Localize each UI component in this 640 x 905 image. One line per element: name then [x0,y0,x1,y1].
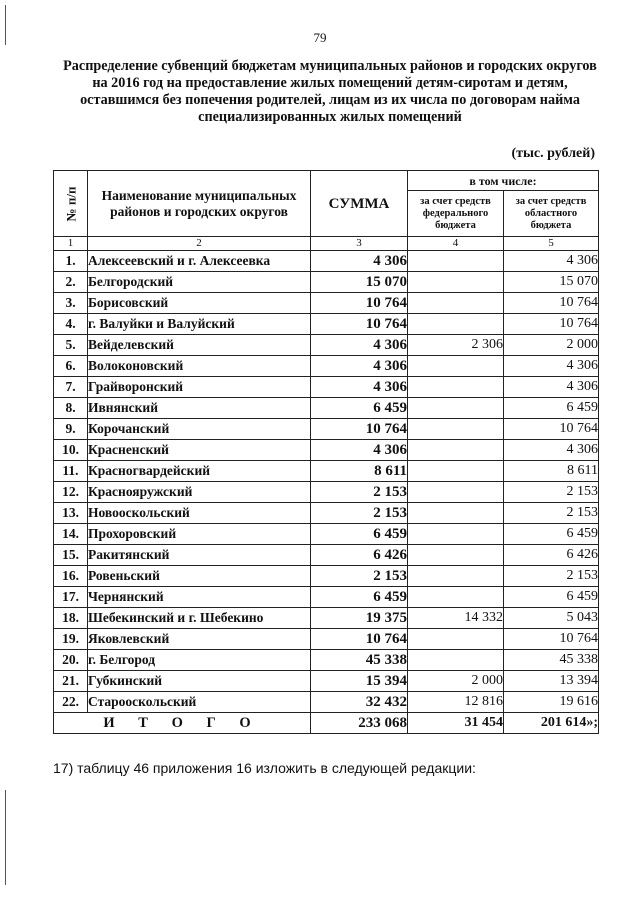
total-row [54,713,599,734]
row-num: 11. [54,461,88,482]
row-sum: 4 306 [311,356,408,377]
table-row [54,293,599,314]
table-row [54,251,599,272]
row-sum: 4 306 [311,251,408,272]
table-row [54,587,599,608]
row-name: Губкинский [88,671,311,692]
row-num: 3. [54,293,88,314]
row-num: 8. [54,398,88,419]
row-regional: 6 459 [504,398,599,419]
row-num: 22. [54,692,88,713]
table-row [54,398,599,419]
row-name: Яковлевский [88,629,311,650]
table-row [54,650,599,671]
row-federal: 2 000 [408,671,504,692]
row-regional: 6 459 [504,587,599,608]
row-federal [408,419,504,440]
row-federal [408,377,504,398]
column-number: 1 [54,237,88,251]
total-federal: 31 454 [408,713,504,734]
row-name: Волоконовский [88,356,311,377]
row-regional: 4 306 [504,440,599,461]
row-num: 4. [54,314,88,335]
table-row [54,524,599,545]
row-num: 14. [54,524,88,545]
row-sum: 4 306 [311,335,408,356]
column-number: 5 [504,237,599,251]
row-federal [408,587,504,608]
row-federal [408,650,504,671]
row-regional: 15 070 [504,272,599,293]
table-row [54,692,599,713]
header-num: № п/п [54,171,88,237]
row-num: 5. [54,335,88,356]
row-name: Новооскольский [88,503,311,524]
unit-label: (тыс. рублей) [511,146,595,161]
row-federal [408,272,504,293]
row-num: 13. [54,503,88,524]
row-regional: 10 764 [504,629,599,650]
table-row [54,608,599,629]
row-name: Вейделевский [88,335,311,356]
row-regional: 45 338 [504,650,599,671]
row-num: 18. [54,608,88,629]
column-number: 2 [88,237,311,251]
row-name: Борисовский [88,293,311,314]
table-body [54,251,599,734]
header-sum: СУММА [311,171,408,237]
table-row [54,671,599,692]
row-sum: 4 306 [311,440,408,461]
table-row [54,419,599,440]
row-num: 9. [54,419,88,440]
row-num: 15. [54,545,88,566]
row-sum: 15 070 [311,272,408,293]
row-federal [408,356,504,377]
total-regional: 201 614»; [504,713,599,734]
row-num: 21. [54,671,88,692]
row-federal [408,293,504,314]
row-sum: 8 611 [311,461,408,482]
row-name: Ивнянский [88,398,311,419]
header-name: Наименование муниципальных районов и городских округов [88,171,311,237]
row-regional: 4 306 [504,251,599,272]
row-name: Ракитянский [88,545,311,566]
row-sum: 2 153 [311,482,408,503]
row-name: Чернянский [88,587,311,608]
row-regional: 2 153 [504,566,599,587]
page-number: 79 [313,30,327,45]
row-name: Красногвардейский [88,461,311,482]
subvention-table [53,170,599,734]
table-row [54,503,599,524]
row-regional: 10 764 [504,293,599,314]
row-regional: 2 153 [504,503,599,524]
row-sum: 32 432 [311,692,408,713]
header-regional: за счет средств областного бюджета [504,191,599,237]
table-row [54,629,599,650]
row-num: 20. [54,650,88,671]
column-number: 4 [408,237,504,251]
row-federal: 12 816 [408,692,504,713]
row-name: Алексеевский и г. Алексеевка [88,251,311,272]
scan-artifact-line-bottom [5,790,6,885]
document-title: Распределение субвенций бюджетам муниципальных районов и городских округов на 2016 год на предоставление жилых помещений детям-сиротам и детям, оставшимся без попечения родителей, лицам из их числа по договорам найма специализированных жилых помещений [63,58,597,125]
row-num: 1. [54,251,88,272]
row-federal [408,545,504,566]
row-name: Ровеньский [88,566,311,587]
row-federal [408,482,504,503]
row-sum: 15 394 [311,671,408,692]
row-name: Грайворонский [88,377,311,398]
row-num: 2. [54,272,88,293]
total-sum: 233 068 [311,713,408,734]
row-regional: 8 611 [504,461,599,482]
table-row [54,440,599,461]
header-including: в том числе: [408,171,599,191]
row-name: Корочанский [88,419,311,440]
row-num: 12. [54,482,88,503]
row-num: 16. [54,566,88,587]
row-regional: 2 000 [504,335,599,356]
row-regional: 13 394 [504,671,599,692]
table-row [54,566,599,587]
row-sum: 10 764 [311,314,408,335]
row-federal [408,461,504,482]
row-sum: 6 459 [311,524,408,545]
table-row [54,461,599,482]
row-num: 7. [54,377,88,398]
row-regional: 10 764 [504,314,599,335]
row-sum: 6 426 [311,545,408,566]
row-name: Шебекинский и г. Шебекино [88,608,311,629]
row-num: 10. [54,440,88,461]
row-federal [408,398,504,419]
row-regional: 19 616 [504,692,599,713]
row-federal: 14 332 [408,608,504,629]
row-regional: 2 153 [504,482,599,503]
table-row [54,314,599,335]
table-row [54,356,599,377]
row-federal: 2 306 [408,335,504,356]
row-regional: 4 306 [504,356,599,377]
footer-note: 17) таблицу 46 приложения 16 изложить в следующей редакции: [53,760,476,776]
row-name: Старооскольский [88,692,311,713]
row-sum: 10 764 [311,629,408,650]
row-regional: 6 426 [504,545,599,566]
row-sum: 2 153 [311,566,408,587]
row-sum: 19 375 [311,608,408,629]
row-name: Белгородский [88,272,311,293]
row-federal [408,440,504,461]
row-name: г. Валуйки и Валуйский [88,314,311,335]
row-sum: 10 764 [311,419,408,440]
row-regional: 4 306 [504,377,599,398]
total-label: И Т О Г О [54,713,311,734]
header-federal: за счет средств федерального бюджета [408,191,504,237]
row-federal [408,503,504,524]
column-number: 3 [311,237,408,251]
row-sum: 2 153 [311,503,408,524]
row-num: 17. [54,587,88,608]
row-federal [408,524,504,545]
row-name: г. Белгород [88,650,311,671]
row-sum: 45 338 [311,650,408,671]
row-num: 6. [54,356,88,377]
table-row [54,545,599,566]
row-regional: 5 043 [504,608,599,629]
row-federal [408,251,504,272]
row-sum: 6 459 [311,398,408,419]
row-federal [408,629,504,650]
row-sum: 4 306 [311,377,408,398]
table-row [54,272,599,293]
row-sum: 10 764 [311,293,408,314]
row-regional: 10 764 [504,419,599,440]
table-row [54,377,599,398]
row-sum: 6 459 [311,587,408,608]
row-name: Краснояружский [88,482,311,503]
table-row [54,335,599,356]
row-federal [408,566,504,587]
row-name: Прохоровский [88,524,311,545]
row-federal [408,314,504,335]
row-num: 19. [54,629,88,650]
row-name: Красненский [88,440,311,461]
row-regional: 6 459 [504,524,599,545]
table-row [54,482,599,503]
